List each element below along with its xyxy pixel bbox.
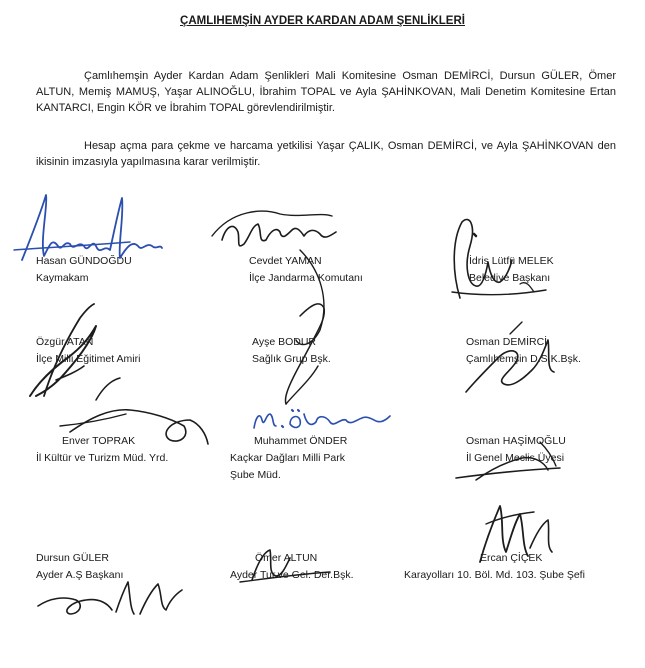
signatory-name: İdris Lütfü MELEK xyxy=(469,255,554,267)
signatory-name: Ercan ÇİÇEK xyxy=(480,552,543,564)
signatory-title: Kaymakam xyxy=(36,272,89,284)
signatory-name: Muhammet ÖNDER xyxy=(254,435,348,447)
signatory-name: Ayşe BODUR xyxy=(252,336,316,348)
signatory-title: Çamlıhemşin D.S.K.Bşk. xyxy=(466,353,581,365)
signatory-name: Osman HAŞİMOĞLU xyxy=(466,435,566,447)
signatory-title: İl Kültür ve Turizm Müd. Yrd. xyxy=(36,452,169,464)
signatory-name: Osman DEMİRCİ xyxy=(466,336,548,348)
signature-atan xyxy=(30,304,96,396)
signature-gundogdu xyxy=(14,195,162,260)
signatory-name: Dursun GÜLER xyxy=(36,552,109,564)
signatory-title: İl Genel Meclis Üyesi xyxy=(466,452,565,464)
paragraph-committees-text: Çamlıhemşin Ayder Kardan Adam Şenlikleri Mali Komitesine Osman DEMİRCİ, Dursun GÜLER, Ömer ALTUN, Memiş MAMUŞ, Yaşar ALINOĞLU, İbrahim TOPAL ve Ayla ŞAHİNKOVAN, Mali Denetim Komitesine Ertan KANTARCI, Engin KÖR ve İbrahim TOPAL görevlendirilmiştir. xyxy=(36,70,616,114)
signatory-name: Enver TOPRAK xyxy=(62,435,136,447)
signature-guler xyxy=(38,582,182,614)
paragraph-committees xyxy=(36,68,616,116)
signatory-name: Özgür ATAN xyxy=(36,336,94,348)
signatory-title: Karayolları 10. Böl. Md. 103. Şube Şefi xyxy=(404,569,585,581)
signatory-title: Ayder A.Ş Başkanı xyxy=(36,569,124,581)
signatory-title: Sağlık Grup Bşk. xyxy=(252,353,331,365)
signatory-title: İlçe Milli Eğitimet Amiri xyxy=(36,353,141,365)
signature-onder xyxy=(254,410,390,428)
signatory-title: Kaçkar Dağları Milli Park xyxy=(230,452,345,464)
signatory-name: Ömer ALTUN xyxy=(255,552,318,564)
signatory-title: Belediye Başkanı xyxy=(469,272,551,284)
signatory-title: Ayder Tur.ve Gel. Der.Bşk. xyxy=(230,569,354,581)
paragraph-authorization-text: Hesap açma para çekme ve harcama yetkilisi Yaşar ÇALIK, Osman DEMİRCİ, ve Ayla ŞAHİNKOVAN den ikisinin imzasıyla yapılmasına karar verilmiştir. xyxy=(36,140,616,168)
signatory-title: İlçe Jandarma Komutanı xyxy=(249,272,363,284)
paragraph-authorization xyxy=(36,138,616,170)
signatory-name: Hasan GÜNDOĞDU xyxy=(36,255,132,267)
signatory-title-line2: Şube Müd. xyxy=(230,469,281,481)
document-title: ÇAMLIHEMŞİN AYDER KARDAN ADAM ŞENLİKLERİ xyxy=(180,15,465,27)
signatory-name: Cevdet YAMAN xyxy=(249,255,322,267)
